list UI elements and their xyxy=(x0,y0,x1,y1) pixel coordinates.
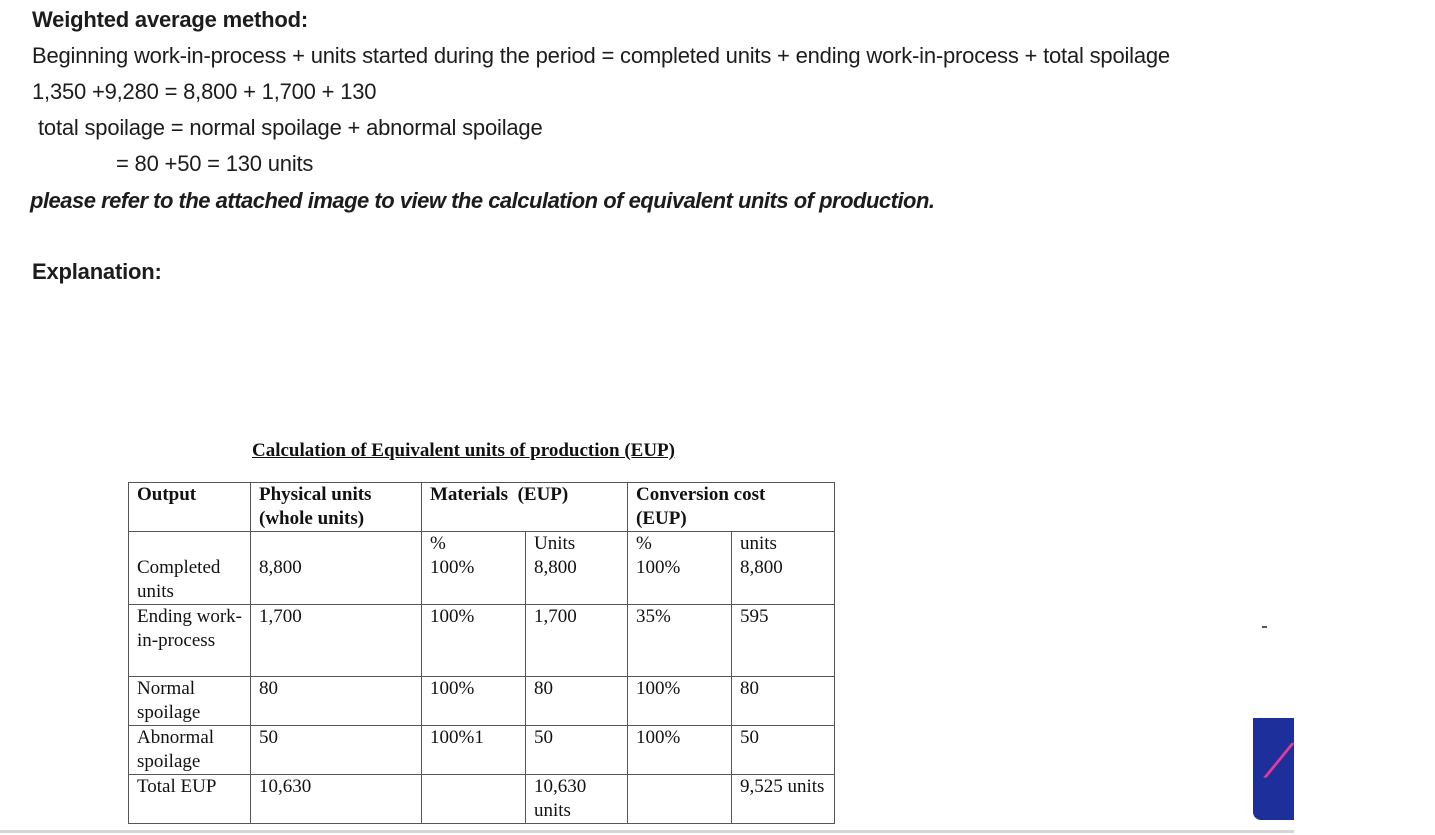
row-conversion-units: 8,800 xyxy=(732,556,835,605)
row-conversion-units: 50 xyxy=(732,726,835,775)
explanation-heading: Explanation: xyxy=(32,259,162,284)
header-conversion-cost: Conversion cost (EUP) xyxy=(628,483,835,532)
row-conversion-percent xyxy=(628,775,732,824)
header-materials: Materials (EUP) xyxy=(422,483,628,532)
refer-note: please refer to the attached image to view the calculation of equivalent units of production. xyxy=(30,188,935,213)
eup-subheader-row xyxy=(129,532,835,557)
row-materials-units: 50 xyxy=(526,726,628,775)
row-output: Total EUP xyxy=(129,775,251,824)
table-row xyxy=(129,605,835,677)
row-conversion-percent: 35% xyxy=(628,605,732,677)
method-heading: Weighted average method: xyxy=(32,7,308,32)
bottom-scroll-edge xyxy=(0,830,1294,833)
row-materials-percent: 100%1 xyxy=(422,726,526,775)
floating-widget-button[interactable] xyxy=(1253,712,1294,820)
eup-title: Calculation of Equivalent units of production (EUP) xyxy=(252,440,675,461)
row-physical: 50 xyxy=(251,726,422,775)
row-materials-units: 1,700 xyxy=(526,605,628,677)
header-physical-units: Physical units (whole units) xyxy=(251,483,422,532)
units-equation-numbers: 1,350 +9,280 = 8,800 + 1,700 + 130 xyxy=(32,79,377,104)
row-materials-percent: 100% xyxy=(422,556,526,605)
row-output: Abnormal spoilage xyxy=(129,726,251,775)
row-conversion-units: 9,525 units xyxy=(732,775,835,824)
row-materials-units: 10,630 units xyxy=(526,775,628,824)
row-materials-units: 8,800 xyxy=(526,556,628,605)
row-conversion-units: 80 xyxy=(732,677,835,726)
row-materials-percent xyxy=(422,775,526,824)
row-materials-units: 80 xyxy=(526,677,628,726)
row-conversion-percent: 100% xyxy=(628,726,732,775)
row-physical: 1,700 xyxy=(251,605,422,677)
total-spoilage-formula: total spoilage = normal spoilage + abnormal spoilage xyxy=(38,115,543,140)
row-output: Ending work-in-process xyxy=(129,605,251,677)
eup-header-row xyxy=(129,483,835,532)
header-output: Output xyxy=(129,483,251,532)
table-row-total xyxy=(129,775,835,824)
row-materials-percent: 100% xyxy=(422,605,526,677)
row-conversion-percent: 100% xyxy=(628,556,732,605)
row-physical: 10,630 xyxy=(251,775,422,824)
brand-logo-icon: ⁄ xyxy=(1269,734,1289,788)
row-physical: 8,800 xyxy=(251,556,422,605)
row-output: Completed units xyxy=(129,556,251,605)
row-conversion-percent: 100% xyxy=(628,677,732,726)
units-equation: Beginning work-in-process + units started during the period = completed units + ending work-in-process + total spoilage xyxy=(32,43,1170,68)
row-physical: 80 xyxy=(251,677,422,726)
subheader-conversion-percent: % xyxy=(628,532,732,557)
eup-image xyxy=(128,438,840,828)
subheader-materials-units: Units xyxy=(526,532,628,557)
eup-table xyxy=(128,482,835,824)
widget-top-edge xyxy=(1253,712,1294,718)
table-row xyxy=(129,677,835,726)
row-output: Normal spoilage xyxy=(129,677,251,726)
row-conversion-units: 595 xyxy=(732,605,835,677)
row-materials-percent: 100% xyxy=(422,677,526,726)
subheader-conversion-units: units xyxy=(732,532,835,557)
table-row xyxy=(129,556,835,605)
stray-mark xyxy=(1262,626,1267,628)
total-spoilage-calculation: = 80 +50 = 130 units xyxy=(116,151,314,176)
table-row xyxy=(129,726,835,775)
subheader-materials-percent: % xyxy=(422,532,526,557)
